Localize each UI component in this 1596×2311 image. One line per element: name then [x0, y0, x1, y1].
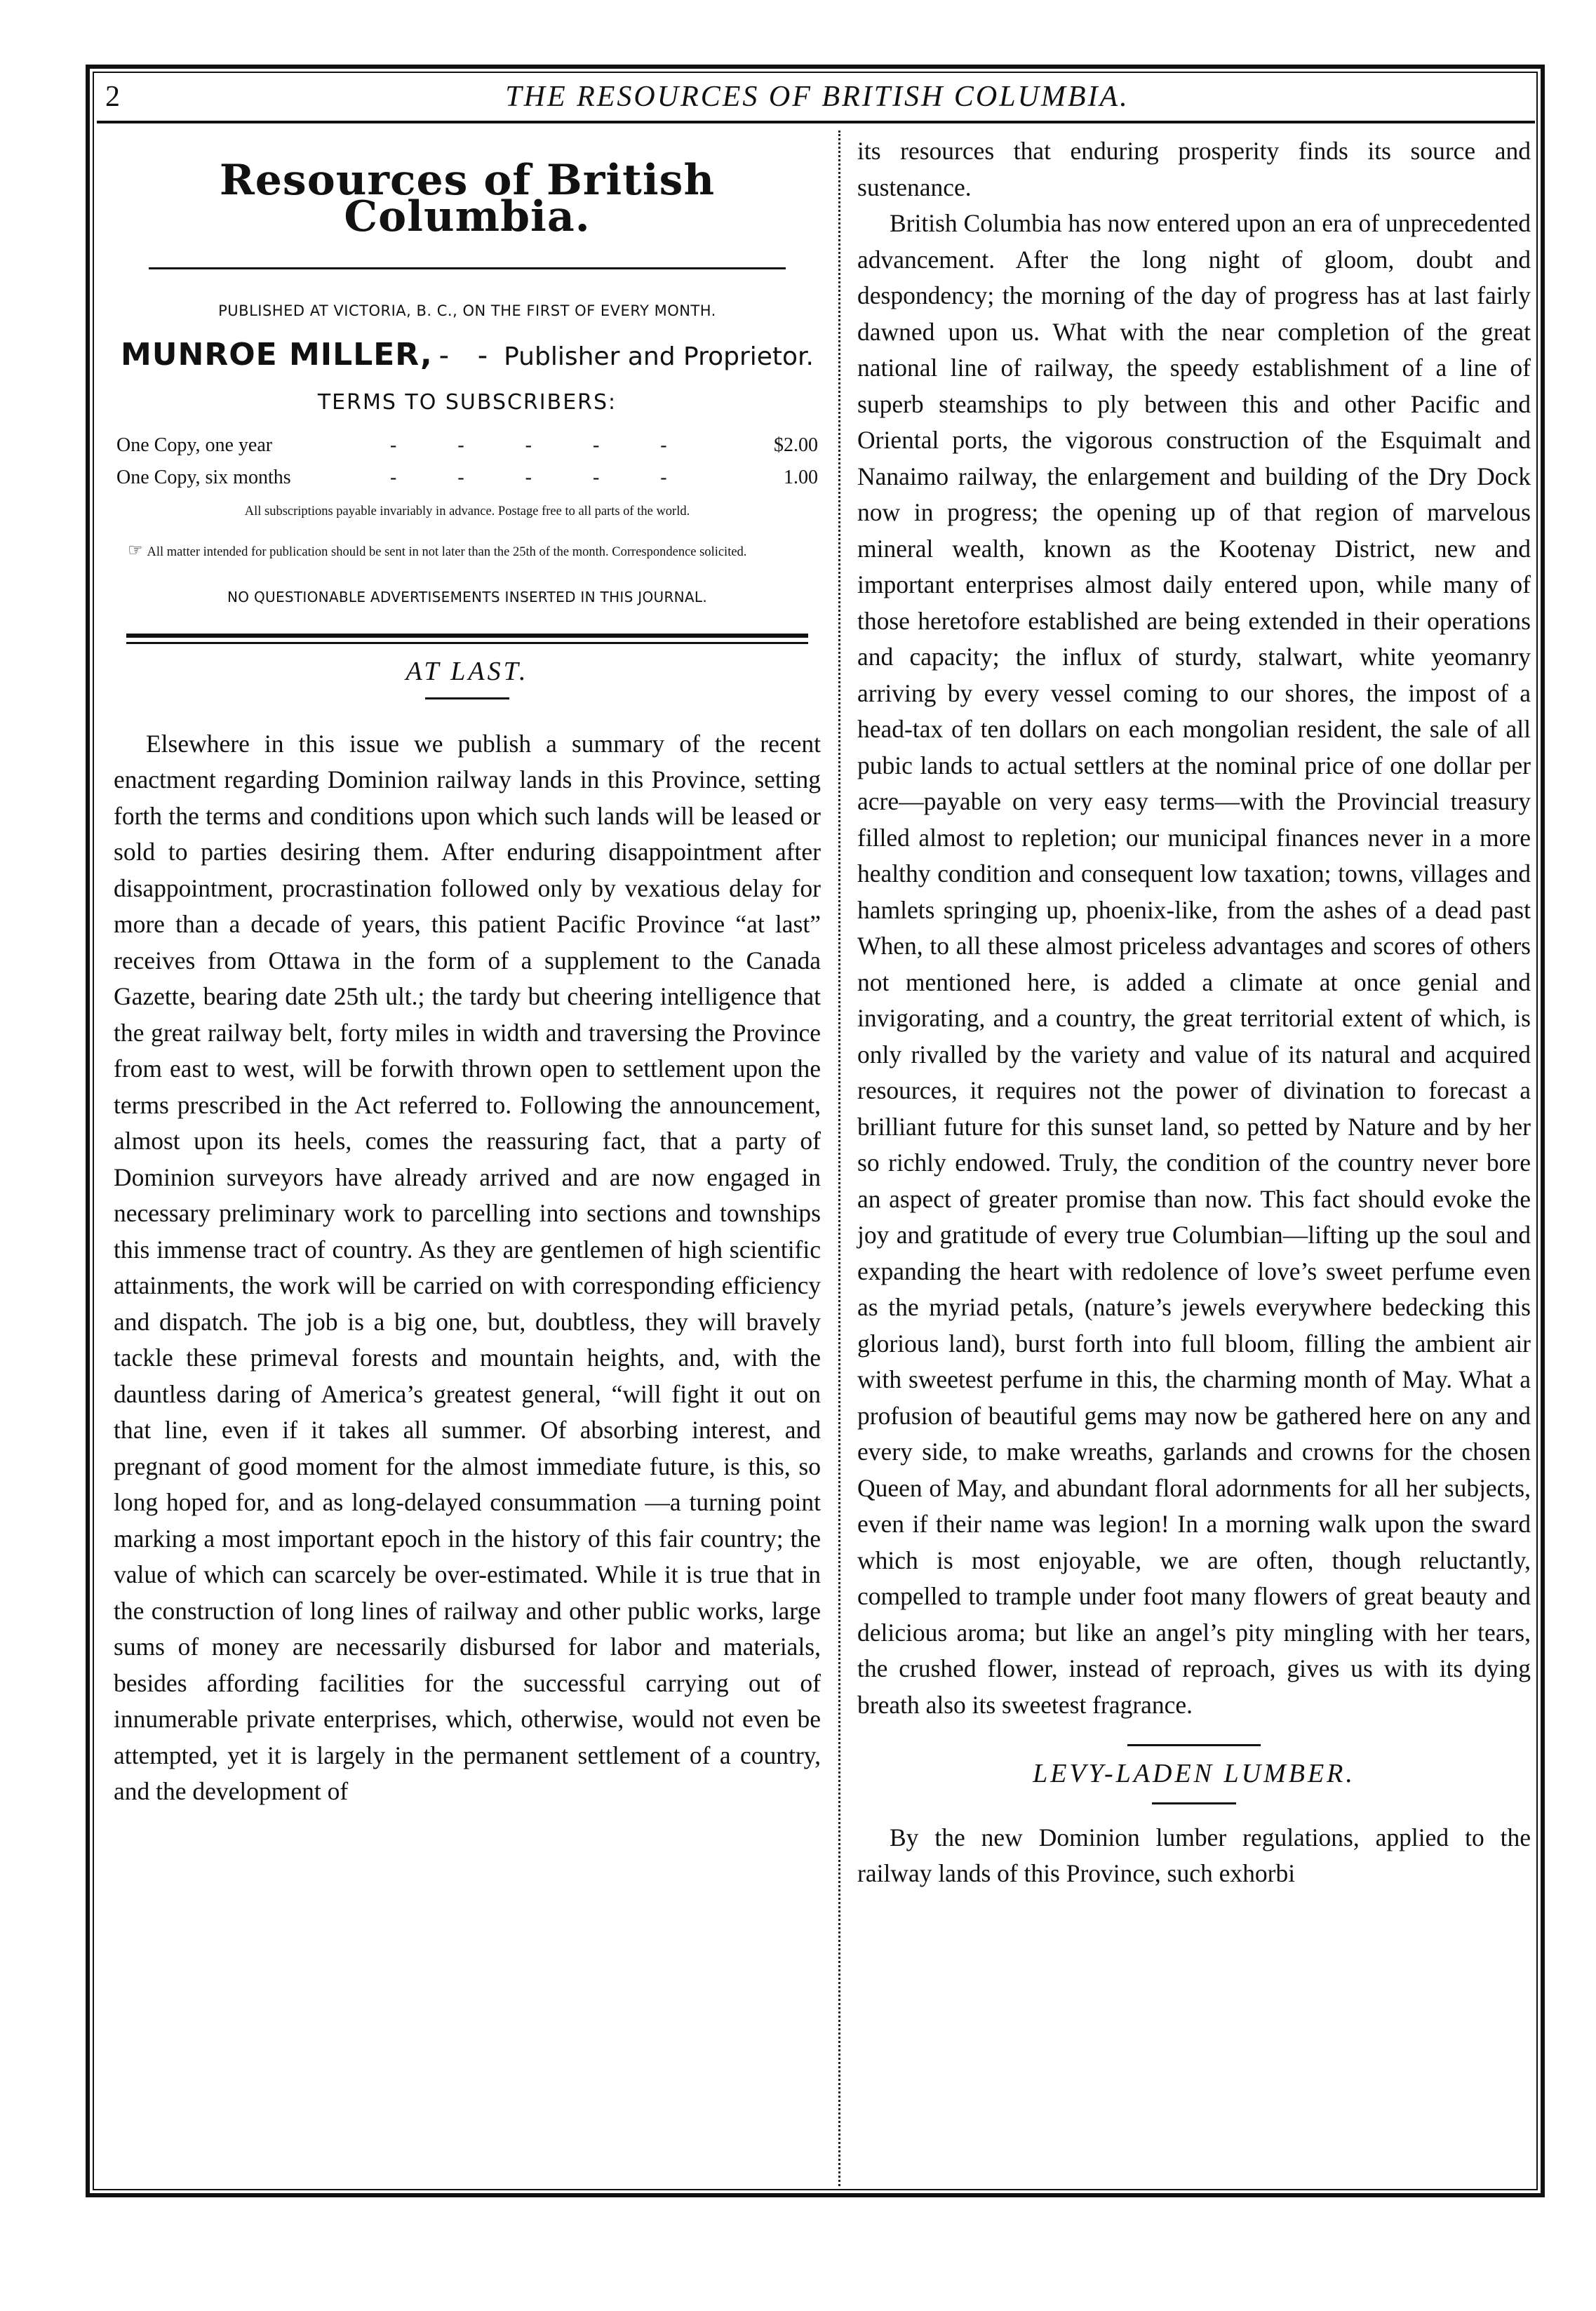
masthead-double-rule — [126, 634, 808, 644]
price-dots: - - - - - — [390, 466, 695, 488]
article-paragraph: Elsewhere in this issue we publish a summary of the recent enactment regarding Dominion railway lands in this Province, setting forth the terms and conditions upon which such lands will be leased or sold to parties desiring them. After enduring disappointment after disappointment, procrastination followed only by vexatious delay for more than a decade of years, this patient Pacific Province “at last” receives from Ottawa in the form of a supplement to the Canada Gazette, bearing date 25th ult.; the tardy but cheering intelligence that the great railway belt, forty miles in width and traversing the Province from east to west, will be forwith thrown open to settlement upon the terms prescribed in the Act referred to. Following the announcement, almost upon its heels, comes the reassuring fact, that a party of Dominion surveyors have already arrived and are now engaged in necessary preliminary work to parcelling into sections and townships this immense tract of country. As they are gentlemen of high scientific attainments, the work will be carried on with corresponding efficiency and dispatch. The job is a big one, but, doubtless, they will bravely tackle these primeval forests and mountain heights, and, with the dauntless daring of America’s greatest general, “will fight it out on that line, even if it takes all summer. Of absorbing interest, and pregnant of good moment for the almost immediate future, is this, so long hoped for, and as long-delayed consummation —a turning point marking a most important epoch in the history of this fair country; the value of which can scarcely be over-estimated. While it is true that in the construction of long lines of railway and other public works, large sums of money are necessarily disbursed for labor and materials, besides affording facilities for the successful carrying out of innumerable private enterprises, which, otherwise, would not even be attempted, yet it is largely in the permanent settlement of a country, and the development of — [114, 729, 821, 1805]
article-paragraph-continued: its resources that enduring prosperity finds its source and sustenance. — [857, 137, 1531, 201]
price-value: 1.00 — [784, 466, 818, 488]
terms-heading: TERMS TO SUBSCRIBERS: — [317, 390, 617, 415]
subscription-note: All subscriptions payable invariably in advance. Postage free to all parts of the world. — [244, 504, 690, 518]
article-paragraph: British Columbia has now entered upon an era of unprecedented advancement. After the long night of gloom, doubt and despondency; the morning of the day of progress has at last fairly dawned upon us. What with the near completion of the great national line of railway, the speedy establishment of a line of superb steamships to ply between this and other Pacific and Oriental ports, the vigorous construction of the Esquimalt and Nanaimo railway, the enlargement and building of the Dry Dock now in progress; the opening up of that region of marvelous mineral wealth, known as the Kootenay District, new and important enterprises almost daily entered upon, while many of those heretofore established are being extended in their operations and capacity; the influx of sturdy, stalwart, white yeomanry arriving by every vessel coming to our shores, the impost of a head-tax of ten dollars on each mongolian resident, the sale of all pubic lands to actual settlers at the nominal price of one dollar per acre—payable on very easy terms—with the Provincial treasury filled almost to repletion; our municipal finances never in a more healthy condition and consequent low taxation; towns, villages and hamlets springing up, phoenix-like, from the ashes of a dead past When, to all these almost priceless advantages and scores of others not mentioned here, is added a climate at once genial and invigorating, and a country, the great territorial extent of which, is only rivalled by the variety and value of its natural and acquired resources, it requires not the power of divination to forecast a brilliant future for this sunset land, so petted by Nature and by her so richly endowed. Truly, the condition of the country never bore an aspect of greater promise than now. This fact should evoke the joy and gratitude of every true Columbian—lifting up the soul and expanding the heart with redolence of love’s sweet perfume even as the myriad petals, (nature’s jewels everywhere bedecking this glorious land), burst forth into full bloom, filling the ambient air with sweetest perfume in this, the charming month of May. What a profusion of beautiful gems may now be gathered here on any and every side, to make wreaths, garlands and crowns for the chosen Queen of May, and abundant floral adornments for all her subjects, even if their name was legion! In a morning walk upon the sward which is most enjoyable, we are often, though reluctantly, compelled to trample under foot many flowers of great beauty and delicious aroma; but like an angel’s pity mingling with her tears, the crushed flower, instead of reproach, gives us with its dying breath also its sweetest fragrance. — [857, 209, 1531, 1719]
article-body-left — [114, 726, 821, 1810]
price-row — [116, 429, 818, 462]
section-title-rule — [1152, 1802, 1236, 1804]
pointing-hand-icon: ☞ — [128, 541, 143, 560]
no-ads-notice: NO QUESTIONABLE ADVERTISEMENTS INSERTED IN THIS JOURNAL. — [227, 588, 707, 605]
section-paragraph: By the new Dominion lumber regulations, applied to the railway lands of this Province, such exhorbi — [857, 1823, 1531, 1887]
publisher-role: Publisher and Proprietor. — [504, 342, 814, 371]
running-title: THE RESOURCES OF BRITISH COLUMBIA. — [505, 81, 1129, 113]
header-rule — [97, 121, 1535, 123]
publisher-name: MUNROE MILLER, — [121, 336, 433, 373]
price-label: One Copy, one year — [116, 434, 273, 456]
matter-note-text: All matter intended for publication should be sent in not later than the 25th of the month. Correspondence solicited. — [147, 544, 747, 559]
publisher-line — [121, 337, 814, 375]
left-column — [114, 133, 821, 1810]
price-label: One Copy, six months — [116, 466, 291, 488]
right-column — [857, 133, 1531, 1892]
page-number: 2 — [105, 81, 120, 113]
price-dots: - - - - - — [390, 434, 695, 456]
section-title: LEVY-LADEN LUMBER. — [1033, 1759, 1355, 1788]
article-body-right — [857, 133, 1531, 1723]
matter-note — [128, 540, 807, 563]
title-rule — [425, 697, 509, 699]
published-line: PUBLISHED AT VICTORIA, B. C., ON THE FIRST OF EVERY MONTH. — [218, 302, 716, 319]
section-rule — [1127, 1744, 1261, 1746]
running-head — [105, 76, 1529, 118]
masthead-rule — [149, 267, 786, 269]
section-body — [857, 1820, 1531, 1892]
column-divider — [838, 130, 840, 2186]
article-title: AT LAST. — [405, 657, 529, 686]
price-row — [116, 462, 818, 494]
price-value: $2.00 — [774, 434, 818, 456]
masthead-title: Resources of British Columbia. — [219, 156, 716, 241]
publisher-dashes: - - — [438, 339, 498, 372]
